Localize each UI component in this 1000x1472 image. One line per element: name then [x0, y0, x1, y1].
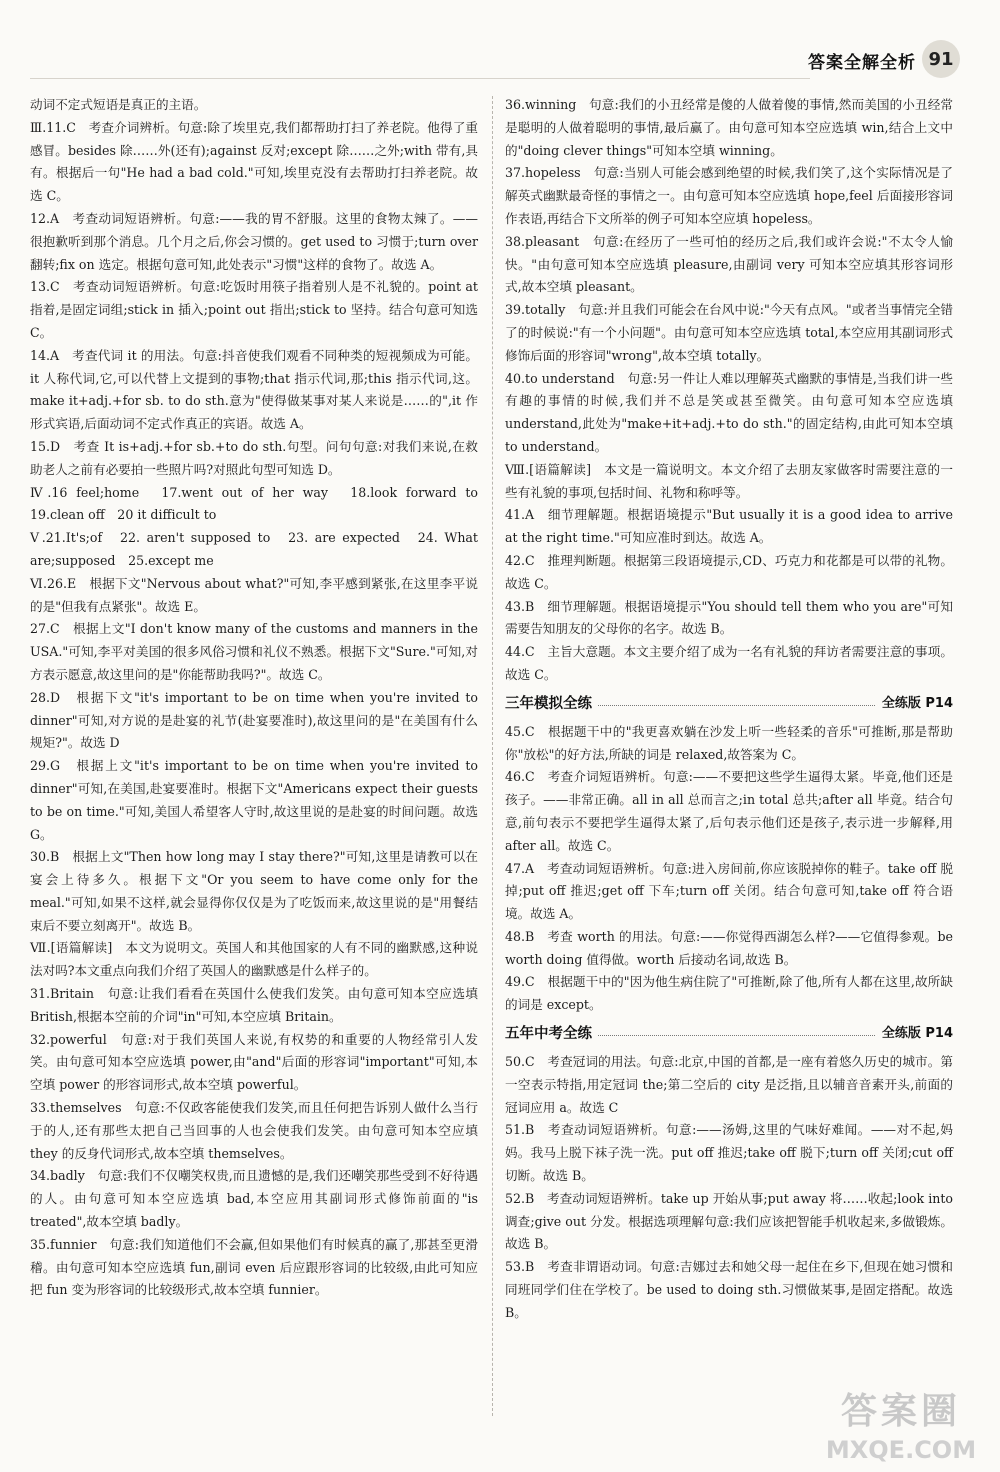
section-header-three-year: [505, 691, 953, 717]
answer-entry: Ⅲ.11.C 考查介词辨析。句意:除了埃里克,我们都帮助打扫了养老院。他得了重感冒。besides 除……外(还有);against 反对;except 除……之外;with 带有,具有。根据后一句"He had a bad cold."可知,埃里克没有去帮助打扫养老院。故选 C。: [30, 119, 478, 204]
watermark-url: MXQE.COM: [825, 1436, 977, 1464]
answer-entry: 37.hopeless 句意:当别人可能会感到绝望的时候,我们笑了,这个实际情况是了解英式幽默最奇怪的事情之一。由句意可知本空应选填 hope,feel 后面接形容词作表语,再结合下文所举的例子可知本空应填 hopeless。: [505, 165, 953, 226]
answer-entry: 36.winning 句意:我们的小丑经常是傻的人做着傻的事情,然而美国的小丑经常是聪明的人做着聪明的事情,最后赢了。由句意可知本空应选填 win,结合上文中的"doing clever things"可知本空填 winning。: [505, 97, 953, 158]
answer-list-45-49: [505, 721, 953, 1017]
answer-entry: 51.B 考查动词短语辨析。句意:——汤姆,这里的气味好难闻。——对不起,妈妈。我马上脱下袜子洗一洗。put off 推迟;take off 脱下;turn off 关闭;cut off 切断。故选 B。: [505, 1122, 953, 1184]
answer-entry: 49.C 根据题干中的"因为他生病住院了"可推断,除了他,所有人都在这里,故所缺的词是 except。: [505, 974, 953, 1013]
answer-entry: Ⅶ.[语篇解读] 本文为说明文。英国人和其他国家的人有不同的幽默感,这种说法对吗?本文重点向我们介绍了英国人的幽默感是什么样子的。: [30, 940, 478, 979]
answer-entry: 35.funnier 句意:我们知道他们不会赢,但如果他们有时候真的赢了,那甚至更滑稽。由句意可知本空应选填 fun,副词 even 后应跟形容词的比较级,由此可知应把 fun 变为形容词的比较级形式,故本空填 funnier。: [30, 1236, 478, 1298]
section-header-five-year: [505, 1021, 953, 1047]
answer-entry: 29.G 根据上文"it's important to be on time when you're invited to dinner"可知,在美国,赴宴要准时。根据下文"Americans expect their guests to be on time."可知,美国人希望客人守时,故这里说的是赴宴的时间问题。故选 G。: [30, 758, 478, 842]
answer-entry: 38.pleasant 句意:在经历了一些可怕的经历之后,我们或许会说:"不太令人愉快。"由句意可知本空应选填 pleasure,由副词 very 可知本空应填其形容词形式,故本空填 pleasant。: [505, 233, 953, 295]
left-column: [30, 94, 491, 1424]
answer-entry: 39.totally 句意:并且我们可能会在台风中说:"今天有点风。"或者当事情完全错了的时候说:"有一个小问题"。由句意可知本空应选填 total,本空应用其副词形式修饰后面的形容词"wrong",故本空填 totally。: [505, 302, 953, 363]
section-reference: 全练版 P14: [876, 693, 953, 716]
section-title: 三年模拟全练: [505, 693, 598, 716]
answer-entry: 40.to understand 句意:另一件让人难以理解英式幽默的事情是,当我们讲一些有趣的事情的时候,我们并不总是笑或甚至微笑。由句意可知本空应选填 understand,此处为"make+it+adj.+to do sth."的固定结构,由此可知本空填 to understand。: [505, 370, 953, 454]
answer-entry: 41.A 细节理解题。根据语境提示"But usually it is a good idea to arrive at the right time."可知应准时到达。故选 A。: [505, 507, 953, 546]
header-rule: [30, 78, 810, 79]
answer-entry: 33.themselves 句意:不仅政客能使我们发笑,而且任何把告诉别人做什么当行于的人,还有那些太把自己当回事的人也会使我们发笑。由句意可知本空应填 they 的反身代词形式,故本空填 themselves。: [30, 1100, 478, 1161]
page-header: [30, 40, 960, 90]
right-column: [505, 94, 953, 1424]
section-title: 五年中考全练: [505, 1023, 598, 1046]
answer-entry: 32.powerful 句意:对于我们英国人来说,有权势的和重要的人物经常引人发笑。由句意可知本空应选填 power,由"and"后面的形容词"important"可知,本空填 power 的形容词形式,故本空填 powerful。: [30, 1031, 478, 1093]
answer-entry: 48.B 考查 worth 的用法。句意:——你觉得西湖怎么样?——它值得参观。be worth doing 值得做。worth 后接动名词,故选 B。: [505, 928, 953, 967]
answer-entry: 42.C 推理判断题。根据第三段语境提示,CD、巧克力和花都是可以带的礼物。故选 C。: [505, 552, 953, 591]
answer-entry: Ⅳ.16 feel;home 17.went out of her way 18.look forward to 19.clean off 20 it difficult to: [30, 484, 491, 523]
answer-entry: 27.C 根据上文"I don't know many of the customs and manners in the USA."可知,李平对美国的很多风俗习惯和礼仪不熟悉。根据下文"Sure."可知,对方表示愿意,故这里问的是"你能帮助我吗?"。故选 C。: [30, 621, 478, 682]
answer-entry: 50.C 考查冠词的用法。句意:北京,中国的首都,是一座有着悠久历史的城市。第一空表示特指,用定冠词 the;第二空后的 city 是泛指,且以辅音音素开头,前面的冠词应用 a。故选 C: [505, 1054, 953, 1115]
watermark: [816, 1390, 996, 1468]
page-number-badge: 91: [922, 40, 960, 78]
watermark-logo: 答案圈: [840, 1391, 961, 1432]
answer-entry: 30.B 根据上文"Then how long may I stay there?"可知,这里是请教可以在宴会上待多久。根据下文"Or you seem to have come only for the meal."可知,如果不这样,就会显得你仅仅是为了吃饭而来,故这里说的是"用餐结束后不要立刻离开"。故选 B。: [30, 849, 478, 933]
answer-entry: 12.A 考查动词短语辨析。句意:——我的胃不舒服。这里的食物太辣了。——很抱歉听到那个消息。几个月之后,你会习惯的。get used to 习惯于;turn over 翻转;fix on 选定。根据句意可知,此处表示"习惯"这样的食物了。故选 A。: [30, 210, 478, 272]
answer-list-50-53: [505, 1051, 953, 1325]
answer-entry: Ⅴ.21.It's;of 22. aren't supposed to 23. are expected 24. What are;supposed 25.except me: [30, 530, 478, 568]
answer-entry: 13.C 考查动词短语辨析。句意:吃饭时用筷子指着别人是不礼貌的。point at 指着,是固定词组;stick in 插入;point out 指出;stick to 坚持。结合句意可知选 C。: [30, 279, 478, 340]
answer-entry: Ⅵ.26.E 根据下文"Nervous about what?"可知,李平感到紧张,在这里李平说的是"但我有点紧张"。故选 E。: [30, 575, 478, 614]
column-divider: [492, 96, 493, 1416]
answer-entry: 46.C 考查介词短语辨析。句意:——不要把这些学生逼得太紧。毕竟,他们还是孩子。——非常正确。all in all 总而言之;in total 总共;after all 毕竟。结合句意,前句表示不要把学生逼得太紧了,后句表示他们还是孩子,表示进一步解释,用 after all。故选 C。: [505, 769, 953, 853]
answer-entry: 14.A 考查代词 it 的用法。句意:抖音使我们观看不同种类的短视频成为可能。it 人称代词,它,可以代替上文提到的事物;that 指示代词,那;this 指示代词,这。make it+adj.+for sb. to do sth.意为"使得做某事对某人来说是……的",it 作形式宾语,后面动词不定式作真正的宾语。故选 A。: [30, 347, 478, 432]
answer-entry: 52.B 考查动词短语辨析。take up 开始从事;put away 将……收起;look into 调查;give out 分发。根据选项理解句意:我们应该把智能手机收起来,多做锻炼。故选 B。: [505, 1190, 953, 1252]
answer-entry: 34.badly 句意:我们不仅嘲笑权贵,而且遗憾的是,我们还嘲笑那些受到不好待遇的人。由句意可知本空应选填 bad,本空应用其副词形式修饰前面的"is treated",故本空填 badly。: [30, 1168, 478, 1230]
answer-entry: 动词不定式短语是真正的主语。: [30, 97, 207, 112]
section-reference: 全练版 P14: [876, 1023, 953, 1046]
answer-entry: 43.B 细节理解题。根据语境提示"You should tell them who you are"可知需要告知朋友的父母你的名字。故选 B。: [505, 598, 953, 637]
answer-entry: 47.A 考查动词短语辨析。句意:进入房间前,你应该脱掉你的鞋子。take off 脱掉;put off 推迟;get off 下车;turn off 关闭。结合句意可知,take off 符合语境。故选 A。: [505, 860, 953, 922]
answer-list-36-44: [505, 94, 953, 687]
answer-entry: 28.D 根据下文"it's important to be on time when you're invited to dinner"可知,对方说的是赴宴的礼节(赴宴要准时),故这里问的是"在美国有什么规矩?"。故选 D: [30, 689, 478, 751]
header-title: 答案全解全析: [808, 53, 916, 73]
answer-entry: 31.Britain 句意:让我们看看在英国什么使我们发笑。由句意可知本空应选填 British,根据本空前的介词"in"可知,本空应填 Britain。: [30, 986, 478, 1024]
answer-entry: 45.C 根据题干中的"我更喜欢躺在沙发上听一些轻柔的音乐"可推断,那是帮助你"放松"的好方法,所缺的词是 relaxed,故答案为 C。: [505, 723, 953, 762]
answer-entry: Ⅷ.[语篇解读] 本文是一篇说明文。本文介绍了去朋友家做客时需要注意的一些有礼貌的事项,包括时间、礼物和称呼等。: [505, 461, 953, 500]
answer-entry: 53.B 考查非谓语动词。句意:吉娜过去和她父母一起住在乡下,但现在她习惯和同班同学们住在学校了。be used to doing sth.习惯做某事,是固定搭配。故选 B。: [505, 1259, 953, 1320]
answer-entry: 44.C 主旨大意题。本文主要介绍了成为一名有礼貌的拜访者需要注意的事项。故选 C。: [505, 644, 953, 682]
answer-entry: 15.D 考查 It is+adj.+for sb.+to do sth.句型。问句句意:对我们来说,在救助老人之前有必要拍一些照片吗?对照此句型可知选 D。: [30, 438, 478, 477]
